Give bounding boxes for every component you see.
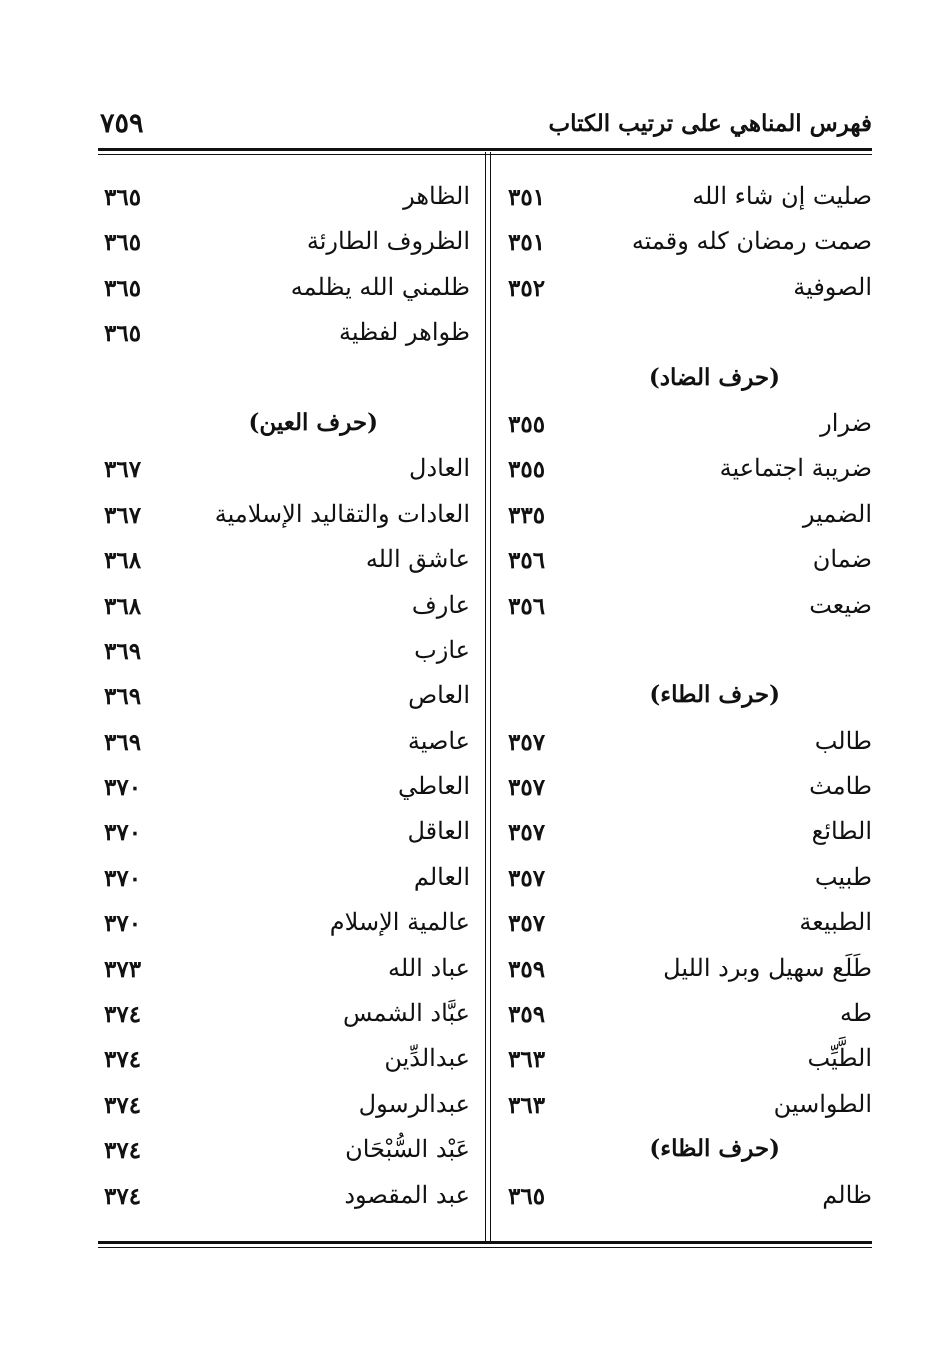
entry-page-number: ٣٥٥ [508,456,546,484]
entry-term: العاص [408,681,470,710]
entry-page-number: ٣٦٥ [104,320,142,348]
entry-page-number: ٣٥٧ [508,864,546,892]
index-column-right [500,178,872,1222]
entry-page-number: ٣٦٥ [508,1182,546,1210]
index-entry [500,768,872,813]
index-entry [96,632,470,677]
index-entry [96,859,470,904]
bottom-rule-thin [98,1247,872,1248]
entry-term: العالم [413,862,470,891]
page-number: ٧٥٩ [100,108,144,139]
index-entry [96,496,470,541]
entry-term: عازب [414,635,470,664]
entry-term: العادل [409,454,470,483]
entry-term: ظلمني الله يظلمه [290,272,470,301]
bottom-rule [98,1241,872,1244]
entry-term: الطواسين [773,1089,872,1118]
entry-term: طالب [814,726,872,755]
column-divider [485,152,486,1241]
index-entry [96,450,470,495]
entry-page-number: ٣٥٢ [508,274,546,302]
index-entry [96,904,470,949]
entry-term: عباد الله [388,953,470,982]
index-entry [96,587,470,632]
entry-page-number: ٣٦٣ [508,1046,546,1074]
entry-page-number: ٣٥٧ [508,910,546,938]
index-entry [500,178,872,223]
index-entry [96,1131,470,1176]
entry-page-number: ٣٧٤ [104,1182,142,1210]
entry-term: ضريبة اجتماعية [719,454,872,483]
index-entry [96,541,470,586]
entry-term: عارف [411,590,470,619]
index-entry [96,995,470,1040]
entry-page-number: ٣٧٠ [104,774,142,802]
page-header [100,108,872,148]
header-title: فهرس المناهي على ترتيب الكتاب [548,110,872,137]
entry-term: عبدالدِّين [384,1044,470,1073]
top-rule [98,148,872,151]
entry-term: الطائع [811,817,872,846]
index-entry [500,723,872,768]
entry-term: عاشق الله [365,545,470,574]
index-entry [96,1086,470,1131]
entry-page-number: ٣٦٩ [104,637,142,665]
entry-page-number: ٣٧٤ [104,1046,142,1074]
index-entry [500,1086,872,1131]
index-entry [500,269,872,314]
entry-page-number: ٣٥٩ [508,955,546,983]
section-title: (حرف الطاء) [649,681,780,709]
index-entry [500,950,872,995]
entry-term: عاصية [407,726,470,755]
entry-page-number: ٣٦٨ [104,592,142,620]
entry-page-number: ٣٧٣ [104,955,142,983]
entry-term: ظالم [822,1180,872,1209]
entry-page-number: ٣٦٥ [104,274,142,302]
index-entry [500,813,872,858]
entry-page-number: ٣٥٧ [508,819,546,847]
entry-term: العادات والتقاليد الإسلامية [214,499,470,528]
entry-page-number: ٣٥٦ [508,592,546,620]
entry-page-number: ٣٦٧ [104,456,142,484]
entry-page-number: ٣٥٧ [508,774,546,802]
entry-term: صليت إن شاء الله [692,182,872,210]
entry-page-number: ٣٧٠ [104,864,142,892]
index-entry [500,995,872,1040]
entry-term: عبدالرسول [358,1089,470,1118]
section-heading [500,1131,872,1176]
section-heading [500,360,872,405]
entry-term: طَلَع سهيل وبرد الليل [663,953,872,982]
index-entry [500,1040,872,1085]
entry-page-number: ٣٦٧ [104,501,142,529]
entry-term: عبد المقصود [344,1180,470,1209]
section-heading [96,405,470,450]
index-entry [96,178,470,223]
section-title: (حرف الضاد) [648,363,780,391]
entry-term: صمت رمضان كله وقمته [631,227,872,256]
entry-term: الصوفية [793,272,872,301]
entry-page-number: ٣٦٥ [104,184,142,211]
section-title: (حرف الظاء) [649,1135,780,1163]
entry-page-number: ٣٥٩ [508,1001,546,1029]
entry-term: ضيعت [809,590,872,619]
index-entry [96,314,470,359]
index-entry [500,405,872,450]
entry-term: طبيب [814,862,872,891]
index-entry [500,541,872,586]
index-entry [96,950,470,995]
index-entry [96,768,470,813]
index-entry [500,223,872,268]
index-entry [500,314,872,359]
index-entry [96,677,470,722]
section-title: (حرف العين) [248,408,378,436]
entry-term: عبَّاد الشمس [342,999,470,1028]
entry-page-number: ٣٣٥ [508,501,546,529]
entry-term: ظواهر لفظية [339,318,470,347]
entry-term: الطَّيِّب [807,1044,872,1073]
entry-term: طه [840,999,872,1028]
entry-page-number: ٣٦٨ [104,547,142,575]
entry-page-number: ٣٥٥ [508,410,546,438]
index-entry [500,859,872,904]
entry-term: الظاهر [403,182,470,210]
entry-page-number: ٣٧٠ [104,819,142,847]
entry-term: العاطي [398,772,470,801]
section-heading [500,677,872,722]
entry-term: الظروف الطارئة [306,227,470,256]
index-entry [500,904,872,949]
entry-term: الضمير [802,499,872,528]
entry-page-number: ٣٥١ [508,184,546,211]
entry-page-number: ٣٧٤ [104,1137,142,1165]
entry-page-number: ٣٦٥ [104,229,142,257]
index-column-left [96,178,470,1222]
entry-term: ضرار [820,408,872,437]
index-entry [500,1177,872,1222]
index-entry [500,450,872,495]
entry-page-number: ٣٧٤ [104,1091,142,1119]
entry-term: ضمان [812,545,872,574]
index-entry [96,813,470,858]
entry-term: عالمية الإسلام [329,908,470,937]
entry-page-number: ٣٥٦ [508,547,546,575]
entry-term: العاقل [407,817,470,846]
entry-term: الطبيعة [799,908,872,937]
index-entry [96,1177,470,1222]
index-entry [96,723,470,768]
index-entry [96,1040,470,1085]
entry-page-number: ٣٥٧ [508,728,546,756]
entry-page-number: ٣٦٩ [104,683,142,711]
index-entry [96,269,470,314]
index-entry [500,496,872,541]
index-entry [500,632,872,677]
index-entry [500,587,872,632]
entry-page-number: ٣٧٠ [104,910,142,938]
entry-page-number: ٣٥١ [508,229,546,257]
column-divider-inner [490,152,491,1241]
entry-page-number: ٣٧٤ [104,1001,142,1029]
index-entry [96,360,470,405]
index-entry [96,223,470,268]
entry-page-number: ٣٦٣ [508,1091,546,1119]
entry-page-number: ٣٦٩ [104,728,142,756]
entry-term: عَبْد السُّبْحَان [345,1135,470,1164]
entry-term: طامث [809,772,872,801]
